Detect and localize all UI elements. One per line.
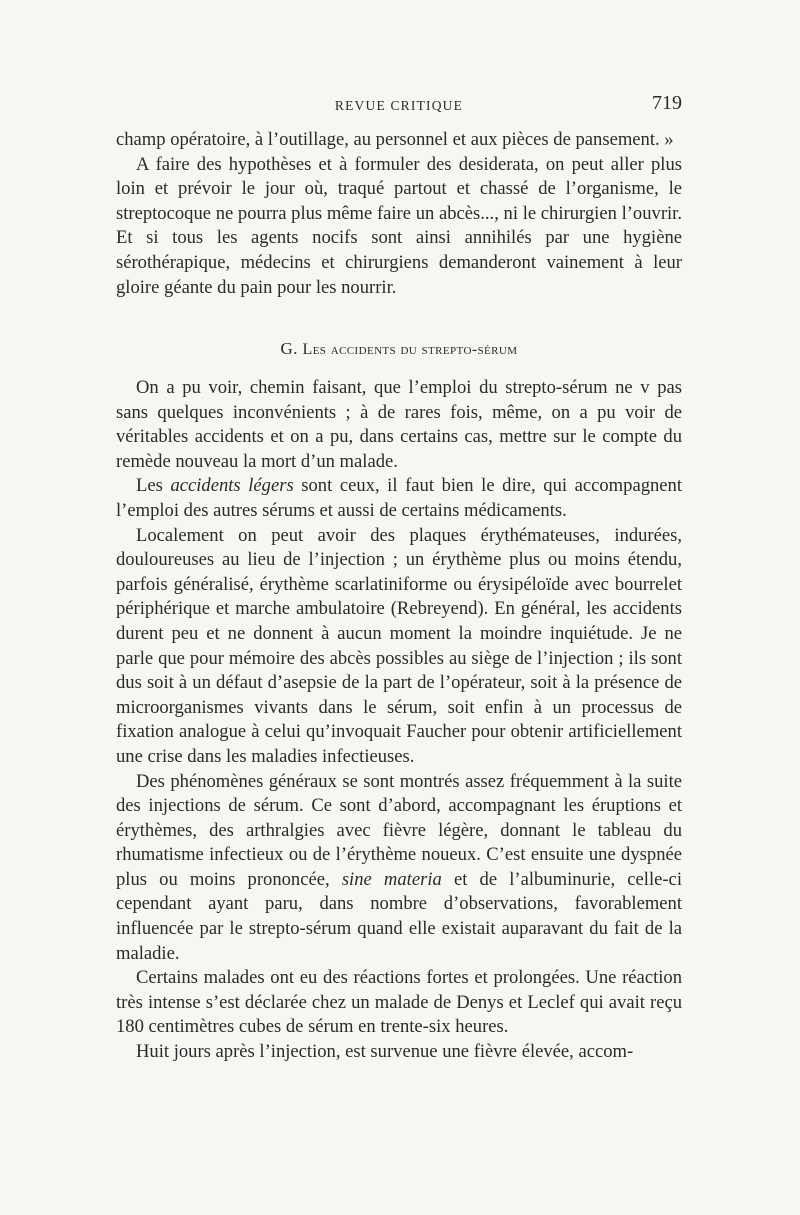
paragraph-3: Localement on peut avoir des plaques érythémateuses, indurées, douloureuses au lieu de l’injection ; un érythème plus ou moins étendu, parfois généralisé, érythème scarlatiniforme ou érysipéloïde avec bourrelet périphérique et marche ambulatoire (Rebreyend). En général, les accidents durent peu et ne donnent à aucun moment la moindre inquiétude. Je ne parle que pour mémoire des abcès possibles au siège de l’injection ; ils sont dus soit à un défaut d’asepsie de la part de l’opérateur, soit à la présence de microorganismes vivants dans le sérum, soit enfin à un processus de fixation analogue à celui qu’invoquait Faucher pour obtenir artificiellement une crise dans les maladies infectieuses. <box>116 524 682 767</box>
section-title: Les accidents du strepto-sérum <box>302 341 518 358</box>
paragraph-5: Certains malades ont eu des réactions fortes et prolongées. Une réaction très intense s’est déclarée chez un malade de Denys et Leclef qui avait reçu 180 centimètres cubes de sérum en trente-six heures. <box>116 967 682 1038</box>
paragraph-2-start: Les <box>136 475 171 497</box>
paragraph-2-end: sont ceux, il faut bien le dire, qui accompagnent l’emploi des autres sérums et aussi de certains médicaments. <box>116 475 683 521</box>
page-number: 719 <box>652 92 682 114</box>
paragraph-1: On a pu voir, chemin faisant, que l’emploi du strepto-sérum ne v pas sans quelques inconvénients ; à de rares fois, même, on a pu voir de véritables accidents et on a pu, dans certains cas, mettre sur le compte du remède nouveau la mort d’un malade. <box>116 377 682 472</box>
paragraph-2 <box>116 474 682 523</box>
section-heading <box>116 339 682 359</box>
paragraph-4 <box>116 770 682 967</box>
paragraph-4-start: Des phénomènes généraux se sont montrés assez fréquemment à la suite des injections de sérum. Ce sont d’abord, accompagnant les éruptions et érythèmes, des arthralgies avec fièvre légère, donnant le tableau du rhumatisme infectieux ou de l’érythème noueux. C’est ensuite une dyspnée plus ou moins prononcée, <box>116 770 682 890</box>
paragraph-2-italic: accidents légers <box>170 475 294 497</box>
page-header <box>116 92 682 122</box>
paragraph-continuation: champ opératoire, à l’outillage, au personnel et aux pièces de pansement. » <box>116 129 674 150</box>
paragraph-hypotheses: A faire des hypothèses et à formuler des desiderata, on peut aller plus loin et prévoir le jour où, traqué partout et chassé de l’organisme, le streptocoque ne pourra plus même faire un abcès..., ni le chirurgien l’ouvrir. Et si tous les agents nocifs sont ainsi annihilés par une hygiène sérothérapique, médecins et chirurgiens demanderont vainement à leur gloire géante du pain pour les nourrir. <box>116 153 682 298</box>
running-title: REVUE CRITIQUE <box>334 98 464 113</box>
paragraph-4-end: et de l’albuminurie, celle-ci cependant ayant paru, dans nombre d’observations, favorablement influencée par le strepto-sérum quand elle existait auparavant du fait de la maladie. <box>116 868 682 964</box>
text-block-top <box>116 128 682 300</box>
text-block-body <box>116 376 682 1065</box>
section-letter: G. <box>280 339 298 358</box>
paragraph-4-italic: sine materia <box>341 868 442 890</box>
paragraph-6: Huit jours après l’injection, est survenue une fièvre élevée, accom- <box>136 1041 634 1063</box>
